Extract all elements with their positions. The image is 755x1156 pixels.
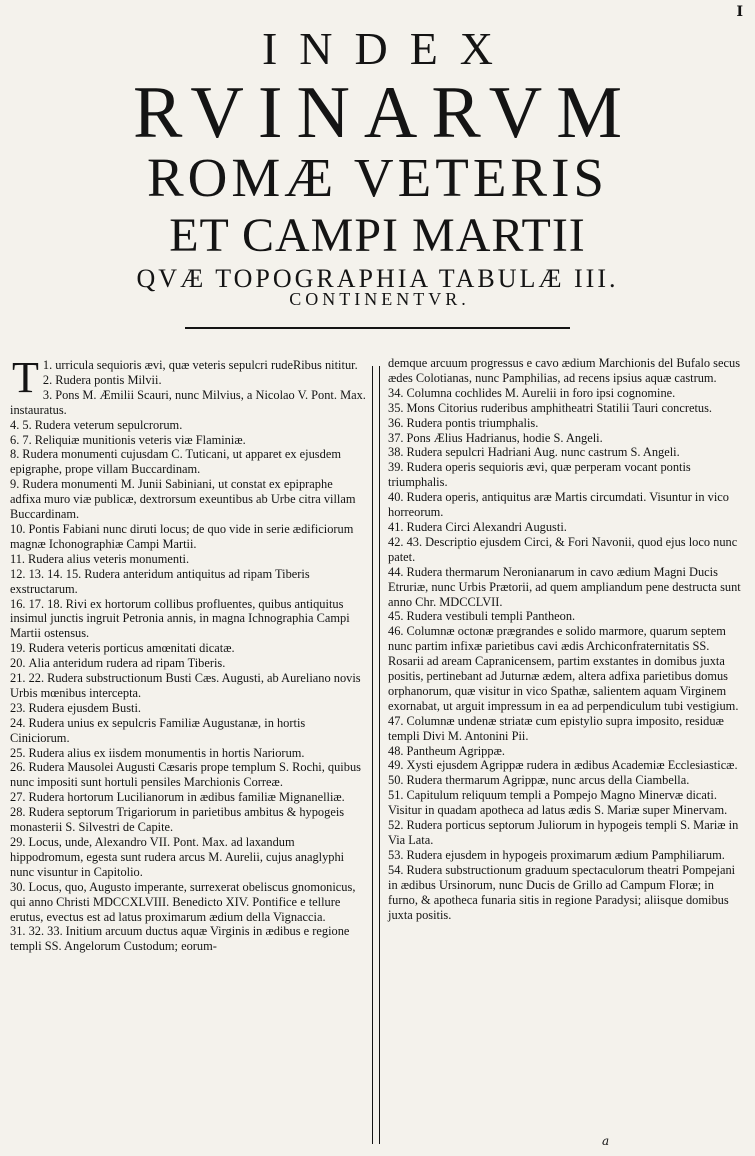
entry-text: Rudera veterum sepulcrorum. (34, 417, 183, 432)
entry-text: Locus, quo, Augusto imperante, surrexerat obeliscus gnomonicus, qui anno Christi MDCCXLVIII. Benedicto XIV. Pontifice e tellure erutus, evectus est ad latus proximarum ædium della Vignaccia. (10, 879, 356, 924)
index-entry (386, 431, 741, 446)
index-entry (386, 773, 741, 788)
index-entry (386, 356, 741, 386)
entry-number: 24. (10, 715, 26, 730)
entry-text: Rudera porticus septorum Juliorum in hypogeis templi S. Mariæ in Via Lata. (388, 818, 739, 847)
entry-number: 26. (10, 760, 26, 775)
entry-text: Columnæ octonæ prægrandes e solido marmore, quarum septem nunc partim infixæ parietibus cavi ædis Archiconfraternitatis SS. Rosarii ad aream Capranicensem, partim exstantes in domibus juxta positis, pertinebant ad Juturnæ ædem, altera adfixa parietibus domus orphanorum, quæ visitur in vico Spathæ, salientem aquam Virginem exornabat, ut arguit impressum in ea ad perpendiculum tubi vestigium. (388, 624, 739, 713)
entry-text: Rudera operis, antiquitus aræ Martis circumdati. Visuntur in vico horreorum. (388, 490, 730, 520)
entry-number: 16. 17. 18. (10, 596, 63, 611)
entry-number: 42. 43. (388, 534, 423, 549)
entry-text: Alia anteridum rudera ad ripam Tiberis. (28, 656, 226, 671)
entry-text: Descriptio ejusdem Circi, & Fori Navonii, quod ejus loco nunc patet. (388, 534, 738, 564)
index-entry (8, 716, 366, 746)
entry-number: 31. 32. 33. (10, 924, 63, 939)
entry-text: Rudera alius veteris monumenti. (28, 551, 190, 566)
entry-number: 51. (388, 788, 404, 803)
entry-text: Rudera operis sequioris ævi, quæ perperam vocant pontis triumphalis. (388, 460, 691, 490)
signature-mark: a (602, 1134, 610, 1148)
entry-number: 36. (388, 415, 404, 430)
index-entry (386, 490, 741, 520)
index-entry (8, 373, 366, 388)
index-entry (8, 477, 366, 522)
entry-text: Xysti ejusdem Agrippæ rudera in ædibus Academiæ Ecclesiasticæ. (406, 758, 738, 773)
drop-cap: T (12, 353, 39, 402)
entry-number: 37. (388, 430, 404, 445)
entry-text: Initium arcuum ductus aquæ Virginis in ædibus e regione templi SS. Angelorum Custodum; eorum- (10, 924, 350, 954)
index-entry (386, 818, 741, 848)
index-entry (386, 863, 741, 923)
entry-text: urricula sequioris ævi, quæ veteris sepulcri rudeRibus nititur. (55, 358, 358, 372)
entry-text: Capitulum reliquum templi a Pompejo Magno Minervæ dicati. Visitur in quadam apotheca ad latus ædis S. Mariæ super Minervam. (388, 788, 728, 818)
entry-number: 9. (10, 477, 20, 492)
entry-number: 46. (388, 624, 404, 639)
entry-text: Rudera pontis Milvii. (55, 372, 162, 387)
entry-text: Columna cochlides M. Aurelii in foro ipsi cognomine. (406, 385, 676, 400)
entry-number: 40. (388, 490, 404, 505)
index-entry (386, 520, 741, 535)
entry-number: 21. 22. (10, 671, 45, 686)
title-rule (185, 327, 570, 329)
index-entry (8, 701, 366, 716)
entry-number: 54. (388, 862, 404, 877)
title-index: INDEX (261, 23, 516, 74)
index-entry (8, 671, 366, 701)
entry-text: Rudera ejusdem Busti. (28, 700, 142, 715)
entry-number: 19. (10, 641, 26, 656)
entry-text: Rivi ex hortorum collibus profluentes, quibus antiquitus insimul junctis ingruit Petronia annis, in magna Ichnographia Campi Martii ostensus. (10, 596, 350, 641)
column-separator (372, 366, 380, 1144)
title-romae-veteris: ROMÆ VETERIS (146, 147, 609, 208)
index-entry (8, 418, 366, 433)
entry-text: Rudera sepulcri Hadriani Aug. nunc castrum S. Angeli. (406, 445, 680, 460)
index-entry (8, 641, 366, 656)
index-entry (386, 758, 741, 773)
entry-text: Rudera hortorum Lucilianorum in ædibus familiæ Mignanelliæ. (28, 790, 345, 805)
entry-text: Rudera substructionum graduum spectaculorum theatri Pompejani in ædibus Ursinorum, nunc Ducis de Grillo ad Campum Floræ; in furno, & apotheca funaria sitis in regione Paradysi; aliisque domibus juxta positis. (388, 862, 736, 922)
subtitle-continentur: CONTINENTVR. (289, 289, 470, 309)
entry-text: Rudera monumenti M. Junii Sabiniani, ut constat ex epipraphe adfixa muro viæ publicæ, dextrorsum exeuntibus ab Urbe citra villam Buccardinam. (10, 477, 356, 522)
entry-text: Pontis Fabiani nunc diruti locus; de quo vide in serie ædificiorum magnæ Ichonographiæ Campi Martii. (10, 521, 354, 551)
entry-text: Rudera thermarum Agrippæ, nunc arcus della Ciambella. (406, 773, 690, 788)
entry-text: Rudera ejusdem in hypogeis proximarum ædium Pamphiliarum. (406, 847, 725, 862)
entry-text: Rudera anteridum antiquitus ad ripam Tiberis exstructarum. (10, 566, 310, 596)
entry-number: 1. (42, 358, 53, 372)
entry-text: Rudera substructionum Busti Cæs. Augusti, ab Aureliano novis Urbis mœnibus intercepta. (10, 671, 361, 700)
index-entry (8, 880, 366, 925)
right-column (386, 356, 741, 922)
entry-text: Pons Ælius Hadrianus, hodie S. Angeli. (406, 430, 603, 445)
title-ruinarum: RVINARVM (132, 72, 637, 154)
index-entry (386, 535, 741, 565)
index-entry (8, 746, 366, 761)
index-entry (8, 388, 366, 418)
entry-number: 28. (10, 805, 26, 820)
entry-number: 8. (10, 447, 20, 462)
entry-number: 23. (10, 700, 26, 715)
entry-text: Locus, unde, Alexandro VII. Pont. Max. ad laxandum hippodromum, egesta sunt rudera arcus M. Aurelii, cujus anaglyphi nunc visuntur in Capitolio. (10, 835, 345, 879)
entry-text: Pons M. Æmilii Scauri, nunc Milvius, a Nicolao V. Pont. Max. instauratus. (10, 387, 366, 417)
entry-text: demque arcuum progressus e cavo ædium Marchionis del Bufalo secus ædes Colotianas, nunc Pamphilias, ad recens ipsius aquæ castrum. (388, 356, 741, 385)
entry-number: 2. (42, 372, 53, 387)
entry-number: 50. (388, 773, 404, 788)
left-column (8, 353, 366, 954)
index-entry (8, 805, 366, 835)
index-entry (386, 714, 741, 744)
index-entry (8, 447, 366, 477)
index-entry (8, 835, 366, 880)
title-campi-martii: ET CAMPI MARTII (169, 209, 586, 262)
entry-number: 25. (10, 745, 26, 760)
entry-text: Rudera Mausolei Augusti Cæsaris prope templum S. Rochi, quibus nunc impositi sunt hortuli pensiles Marchionis Correæ. (10, 760, 361, 790)
entry-text: Mons Citorius ruderibus amphitheatri Statilii Tauri concretus. (406, 400, 713, 415)
entry-number: 38. (388, 445, 404, 460)
index-entry (8, 924, 366, 954)
entry-text: Pantheum Agrippæ. (406, 743, 505, 758)
page-number: I (736, 4, 743, 20)
index-entry (386, 744, 741, 759)
entry-number: 30. (10, 879, 26, 894)
index-entry (8, 522, 366, 552)
index-entry (8, 760, 366, 790)
entry-text: Rudera pontis triumphalis. (406, 415, 539, 430)
index-entry (386, 460, 741, 490)
entry-number: 20. (10, 656, 26, 671)
index-entry (386, 788, 741, 818)
entry-number: 4. 5. (10, 417, 32, 432)
entry-number: 47. (388, 713, 404, 728)
entry-number: 11. (10, 551, 26, 566)
entry-text: Rudera Circi Alexandri Augusti. (406, 519, 567, 534)
entry-number: 52. (388, 818, 404, 833)
entry-number: 35. (388, 400, 404, 415)
index-entry (8, 597, 366, 642)
subtitle-topographia: QVÆ TOPOGRAPHIA TABULÆ III. (136, 264, 619, 293)
index-entry (386, 609, 741, 624)
index-entry (8, 567, 366, 597)
entry-text: Rudera veteris porticus amœnitati dicatæ. (28, 641, 235, 656)
entry-number: 49. (388, 758, 404, 773)
entry-text: Rudera vestibuli templi Pantheon. (406, 609, 576, 624)
index-entry (386, 565, 741, 610)
entry-text: Rudera monumenti cujusdam C. Tuticani, ut apparet ex ejusdem epigraphe, prope villam Buccardinam. (10, 447, 341, 477)
entry-number: 34. (388, 385, 404, 400)
entry-number: 12. 13. 14. 15. (10, 566, 82, 581)
index-entry (386, 386, 741, 401)
entry-number: 29. (10, 835, 26, 849)
index-entry (8, 552, 366, 567)
entry-number: 39. (388, 460, 404, 475)
index-entry (386, 445, 741, 460)
entry-number: 53. (388, 847, 404, 862)
entry-number: 44. (388, 564, 404, 579)
entry-text: Reliquiæ munitionis veteris viæ Flaminiæ. (34, 432, 246, 447)
entry-text: Rudera septorum Trigariorum in parietibus ambitus & hypogeis monasterii S. Silvestri de Capite. (10, 805, 345, 835)
entry-number: 48. (388, 743, 404, 758)
entry-text: Rudera alius ex iisdem monumentis in hortis Nariorum. (28, 745, 305, 760)
index-entry (386, 416, 741, 431)
entry-number: 27. (10, 790, 26, 805)
index-entry (386, 848, 741, 863)
index-entry (8, 433, 366, 448)
entry-number: 3. (42, 387, 53, 402)
entry-number: 10. (10, 521, 26, 536)
index-entry (8, 790, 366, 805)
entry-text: Rudera unius ex sepulcris Familiæ Augustanæ, in hortis Ciniciorum. (10, 715, 306, 745)
index-entry (8, 656, 366, 671)
index-entry (386, 401, 741, 416)
entry-text: Rudera thermarum Neronianarum in cavo ædium Magni Ducis Etruriæ, nunc Urbis Prætorii, ad quem ampliandum pene destructa sunt anno Chr. MDCCLVII. (388, 564, 741, 609)
entry-number: 6. 7. (10, 432, 32, 447)
entry-number: 41. (388, 519, 404, 534)
index-entry (386, 624, 741, 713)
entry-number: 45. (388, 609, 404, 624)
entry-text: Columnæ undenæ striatæ cum epistylio supra imposito, residuæ templi Divi M. Antonini Pii. (388, 713, 724, 743)
